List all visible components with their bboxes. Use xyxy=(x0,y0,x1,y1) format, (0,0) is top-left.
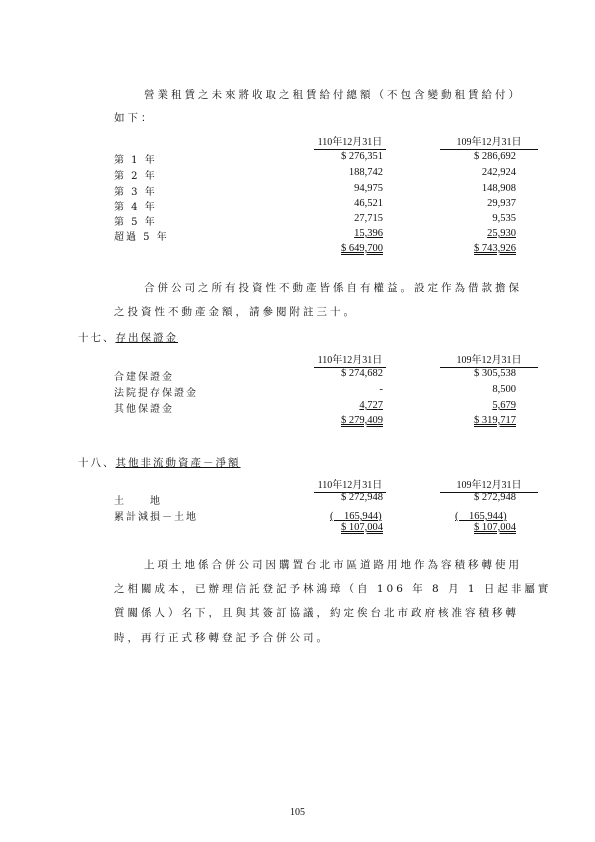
lease-row-label: 超過 5 年 xyxy=(114,232,169,243)
deposits-col1-header: 110年12月31日 xyxy=(314,351,386,368)
deposits-row-label: 法院提存保證金 xyxy=(114,388,198,399)
deposits-total-v1: $ 279,409 xyxy=(341,415,383,426)
deposits-row-v2: $ 305,538 xyxy=(474,368,516,379)
deposits-row-v1: - xyxy=(379,384,383,395)
assets-total-v2: $ 107,004 xyxy=(474,522,516,533)
lease-total-v1: $ 649,700 xyxy=(341,243,383,254)
assets-para-line1: 上項土地係合併公司因購置台北市區道路用地作為容積移轉使用 xyxy=(144,559,522,571)
lease-row-label: 第 4 年 xyxy=(114,202,157,213)
assets-row-v2: $ 272,948 xyxy=(474,492,516,503)
lease-row-v2: $ 286,692 xyxy=(474,151,516,162)
lease-col1-header: 110年12月31日 xyxy=(314,133,386,150)
lease-note-line2: 之投資性不動產金額，請參閱附註三十。 xyxy=(114,306,357,318)
lease-row-label: 第 1 年 xyxy=(114,155,157,166)
lease-row-v2: 9,535 xyxy=(492,213,516,224)
deposits-row-v1: 4,727 xyxy=(359,400,383,411)
lease-row-label: 第 2 年 xyxy=(114,171,157,182)
assets-col2-header: 109年12月31日 xyxy=(440,476,538,493)
lease-row-v1: $ 276,351 xyxy=(341,151,383,162)
assets-para-line4: 時，再行正式移轉登記予合併公司。 xyxy=(114,632,330,644)
lease-row-v1: 188,742 xyxy=(348,167,383,178)
lease-intro-line1: 營業租賃之未來將收取之租賃給付總額（不包含變動租賃給付） xyxy=(144,89,522,101)
assets-para-line2: 之相關成本，已辦理信託登記予林鴻璋（自 106 年 8 月 1 日起非屬實 xyxy=(114,583,552,595)
lease-row-v2: 25,930 xyxy=(487,228,516,239)
deposits-row-label: 合建保證金 xyxy=(114,372,174,383)
deposits-row-v2: 8,500 xyxy=(492,384,516,395)
deposits-row-v1: $ 274,682 xyxy=(341,368,383,379)
assets-row-label: 累計減損－土地 xyxy=(114,512,198,523)
deposits-row-label: 其他保證金 xyxy=(114,404,174,415)
section-title: 其他非流動資產－淨額 xyxy=(115,457,241,469)
assets-para-line3: 質關係人）名下，且與其簽訂協議，約定俟台北市政府核准容積移轉 xyxy=(114,607,519,619)
page-number: 105 xyxy=(290,807,305,818)
lease-row-v1: 27,715 xyxy=(354,213,383,224)
assets-row-v1: ( 165,944) xyxy=(330,511,382,522)
deposits-row-v2: 5,679 xyxy=(492,400,516,411)
assets-row-v2: ( 165,944) xyxy=(455,511,507,522)
assets-row-v1: $ 272,948 xyxy=(341,492,383,503)
lease-row-label: 第 5 年 xyxy=(114,217,157,228)
lease-col2-header: 109年12月31日 xyxy=(440,133,538,150)
lease-note-line1: 合併公司之所有投資性不動產皆係自有權益。設定作為借款擔保 xyxy=(144,282,522,294)
assets-col1-header: 110年12月31日 xyxy=(314,476,386,493)
lease-row-v2: 242,924 xyxy=(481,167,516,178)
assets-total-v1: $ 107,004 xyxy=(341,522,383,533)
section-17-heading xyxy=(78,330,178,345)
lease-row-label: 第 3 年 xyxy=(114,187,157,198)
deposits-total-v2: $ 319,717 xyxy=(474,415,516,426)
lease-row-v1: 15,396 xyxy=(354,228,383,239)
section-title: 存出保證金 xyxy=(115,332,178,344)
section-18-heading xyxy=(78,455,241,470)
section-number: 十七、 xyxy=(78,332,116,344)
section-number: 十八、 xyxy=(78,457,116,469)
lease-row-v2: 29,937 xyxy=(487,198,516,209)
lease-total-v2: $ 743,926 xyxy=(474,243,516,254)
lease-intro-line2: 如下： xyxy=(114,112,155,124)
lease-row-v2: 148,908 xyxy=(481,183,516,194)
deposits-col2-header: 109年12月31日 xyxy=(440,351,538,368)
lease-row-v1: 94,975 xyxy=(354,183,383,194)
assets-row-label: 土 地 xyxy=(114,496,162,507)
lease-row-v1: 46,521 xyxy=(354,198,383,209)
